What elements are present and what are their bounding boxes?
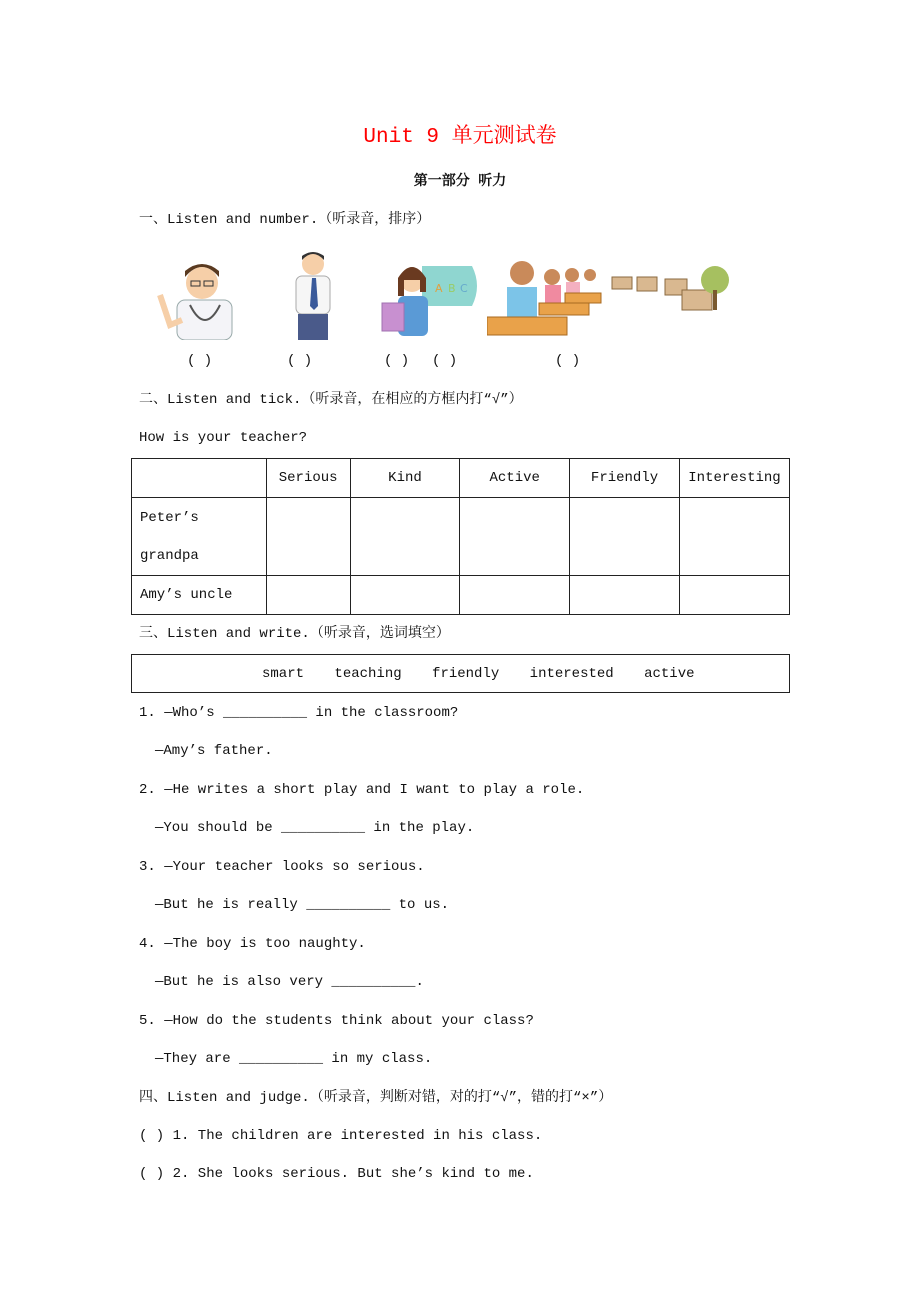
- answer-2: —You should be __________ in the play.: [155, 820, 475, 836]
- answer-5: —They are __________ in my class.: [155, 1051, 433, 1067]
- section2-question: How is your teacher?: [139, 430, 308, 446]
- tick-cell[interactable]: [350, 498, 460, 576]
- svg-text:C: C: [460, 282, 468, 295]
- question-4: 4. —The boy is too naughty.: [139, 936, 366, 952]
- classroom-picture: [487, 255, 732, 340]
- tick-cell[interactable]: [570, 498, 680, 576]
- part-subtitle: 第一部分 听力: [413, 174, 507, 190]
- judge-item-2: ( ) 2. She looks serious. But she’s kind to me.: [139, 1166, 534, 1182]
- tick-cell[interactable]: [679, 576, 789, 615]
- word-bank-word: active: [644, 666, 695, 682]
- header-cell: Kind: [350, 459, 460, 498]
- answer-bracket-4[interactable]: ( ): [432, 353, 458, 369]
- word-bank-word: interested: [529, 666, 614, 682]
- table-row: [132, 576, 790, 615]
- tick-cell[interactable]: [350, 576, 460, 615]
- answer-1: —Amy’s father.: [155, 743, 273, 759]
- tick-cell[interactable]: [460, 498, 570, 576]
- header-cell: Serious: [266, 459, 350, 498]
- answer-4: —But he is also very __________.: [155, 974, 424, 990]
- businessman-picture: [288, 250, 338, 340]
- tick-cell[interactable]: [679, 498, 789, 576]
- judge-item-1: ( ) 1. The children are interested in his class.: [139, 1128, 543, 1144]
- header-cell: Active: [460, 459, 570, 498]
- word-bank-word: smart: [262, 666, 305, 682]
- tick-table: [131, 458, 790, 615]
- answer-bracket-1[interactable]: ( ): [187, 353, 213, 369]
- tick-cell[interactable]: [460, 576, 570, 615]
- table-header-row: [132, 459, 790, 498]
- header-cell: Interesting: [679, 459, 789, 498]
- word-bank-box: [131, 654, 790, 693]
- answer-3: —But he is really __________ to us.: [155, 897, 450, 913]
- answer-bracket-5[interactable]: ( ): [555, 353, 581, 369]
- page-title: Unit 9 单元测试卷: [363, 126, 557, 149]
- header-cell: Friendly: [570, 459, 680, 498]
- section2-heading: 二、Listen and tick.（听录音，在相应的方框内打“√”）: [139, 392, 523, 408]
- word-bank: [262, 664, 717, 684]
- word-bank-word: friendly: [432, 666, 500, 682]
- teacher-picture: [380, 258, 480, 338]
- table-row: [132, 498, 790, 576]
- tick-cell[interactable]: [266, 576, 350, 615]
- answer-bracket-2[interactable]: ( ): [287, 353, 313, 369]
- section4-heading: 四、Listen and judge.（听录音，判断对错，对的打“√”，错的打“×”）: [139, 1090, 613, 1106]
- row-label: Amy’s uncle: [132, 576, 267, 615]
- svg-text:A: A: [435, 282, 443, 295]
- question-3: 3. —Your teacher looks so serious.: [139, 859, 425, 875]
- section1-heading: 一、Listen and number.（听录音，排序）: [139, 212, 431, 228]
- row-label: [132, 498, 267, 576]
- row-label-line: Peter’s: [140, 509, 199, 526]
- question-1: 1. —Who’s __________ in the classroom?: [139, 705, 459, 721]
- row-label-line: grandpa: [140, 547, 199, 564]
- header-cell: [132, 459, 267, 498]
- tick-cell[interactable]: [570, 576, 680, 615]
- answer-bracket-3[interactable]: ( ): [384, 353, 410, 369]
- section3-heading: 三、Listen and write.（听录音，选词填空）: [139, 626, 450, 642]
- svg-text:B: B: [448, 282, 456, 295]
- question-5: 5. —How do the students think about your class?: [139, 1013, 534, 1029]
- question-2: 2. —He writes a short play and I want to play a role.: [139, 782, 585, 798]
- doctor-picture: [155, 255, 240, 340]
- tick-cell[interactable]: [266, 498, 350, 576]
- word-bank-word: teaching: [334, 666, 402, 682]
